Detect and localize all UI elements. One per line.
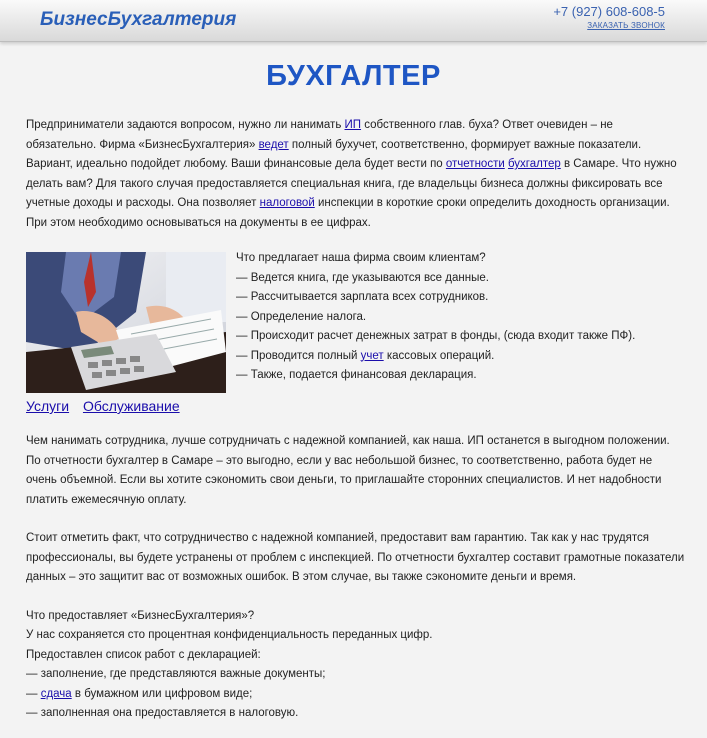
intro-text: Предприниматели задаются вопросом, нужно ли нанимать (26, 119, 345, 131)
final-line (26, 685, 686, 705)
maintenance-link[interactable]: Обслуживание (82, 398, 180, 414)
final-line: — заполнение, где представляются важные документы; (26, 668, 326, 680)
site-logo[interactable]: БизнесБухгалтерия (40, 9, 237, 30)
final-line-text: — (26, 687, 41, 700)
buhgalter-link[interactable]: бухгалтер (507, 158, 561, 170)
services-link[interactable]: Услуги (26, 398, 70, 414)
intro-text: собственного глав. буха? Ответ очевиден – не обязательно. Фирма «БизнесБухгалтерия» (26, 119, 613, 151)
nalogovoy-link[interactable]: налоговой (259, 197, 315, 209)
services-item (236, 347, 676, 367)
nav-links (26, 397, 686, 427)
services-item-text: кассовых операций. (383, 349, 495, 362)
services-item: — Происходит расчет денежных затрат в фонды, (сюда входит также ПФ). (236, 330, 636, 342)
intro-text: инспекции в короткие сроки определить доходность организации. При этом необходимо основываться на документы в ее цифрах. (26, 197, 670, 229)
intro-paragraph (26, 116, 686, 233)
final-line: Предоставлен список работ с декларацией: (26, 648, 261, 661)
accountant-photo (26, 252, 226, 393)
intro-text: в Самаре. Что нужно делать вам? Для такого случая предоставляется специальная книга, где владельцы бизнеса должны фиксировать все учетные доходы и расходы. Она позволяет (26, 158, 677, 209)
phone-number: +7 (927) 608-608-5 (553, 4, 665, 19)
intro-text: полный бухучет, соответственно, формирует важные показатели. Вариант, идеально подойдет любому. Ваши финансовые дела будет вести по (26, 138, 642, 170)
vedet-link[interactable]: ведет (258, 138, 289, 151)
ip-link[interactable]: ИП (344, 119, 362, 131)
services-heading: Что предлагает наша фирма своим клиентам? (236, 252, 486, 264)
final-line-text: в бумажном или цифровом виде; (71, 687, 253, 700)
sdacha-link[interactable]: сдача (40, 687, 72, 700)
paragraph-3: Стоит отметить факт, что сотрудничество с надежной компанией, предоставит вам гарантию. Так как у нас трудятся профессионалы, вы будете устранены от проблем с инспекцией. По отчетности бухгалтер составит грамотные показатели данных – это защитит вас от возможных ошибок. В этом случае, вы также сэкономите деньги и время. (26, 532, 685, 583)
services-block (26, 252, 686, 398)
page-title: БУХГАЛТЕР (266, 60, 441, 92)
request-call-link[interactable]: ЗАКАЗАТЬ ЗВОНОК (587, 21, 665, 30)
services-item: — Определение налога. (236, 310, 367, 323)
services-list (236, 249, 676, 386)
paragraph-2: Чем нанимать сотрудника, лучше сотрудничать с надежной компанией, как наша. ИП останется в выгодном положении. По отчетности бухгалтер в Самаре – это выгодно, если у вас небольшой бизнес, то соответственно, работа будет не очень объемной. Если вы хотите сэкономить свои деньги, то приглашайте сторонних специалистов. И нет надобности платить ежемесячную оплату. (26, 435, 670, 506)
accountant-photo-illustration (26, 252, 226, 393)
main-content (26, 116, 686, 724)
services-item-text: — Проводится полный (236, 349, 361, 362)
otchetnosti-link[interactable]: отчетности (445, 158, 505, 170)
final-line: Что предоставляет «БизнесБухгалтерия»? (26, 609, 255, 622)
services-item: — Рассчитывается зарплата всех сотрудников. (236, 291, 489, 303)
services-item: — Ведется книга, где указываются все данные. (236, 271, 489, 284)
final-line: — заполненная она предоставляется в налоговую. (26, 707, 299, 719)
final-line: У нас сохраняется сто процентная конфиденциальность переданных цифр. (26, 629, 433, 641)
site-header (0, 0, 707, 42)
uchet-link[interactable]: учет (360, 349, 384, 362)
services-item: — Также, подается финансовая декларация. (236, 369, 477, 381)
final-block (26, 607, 686, 724)
